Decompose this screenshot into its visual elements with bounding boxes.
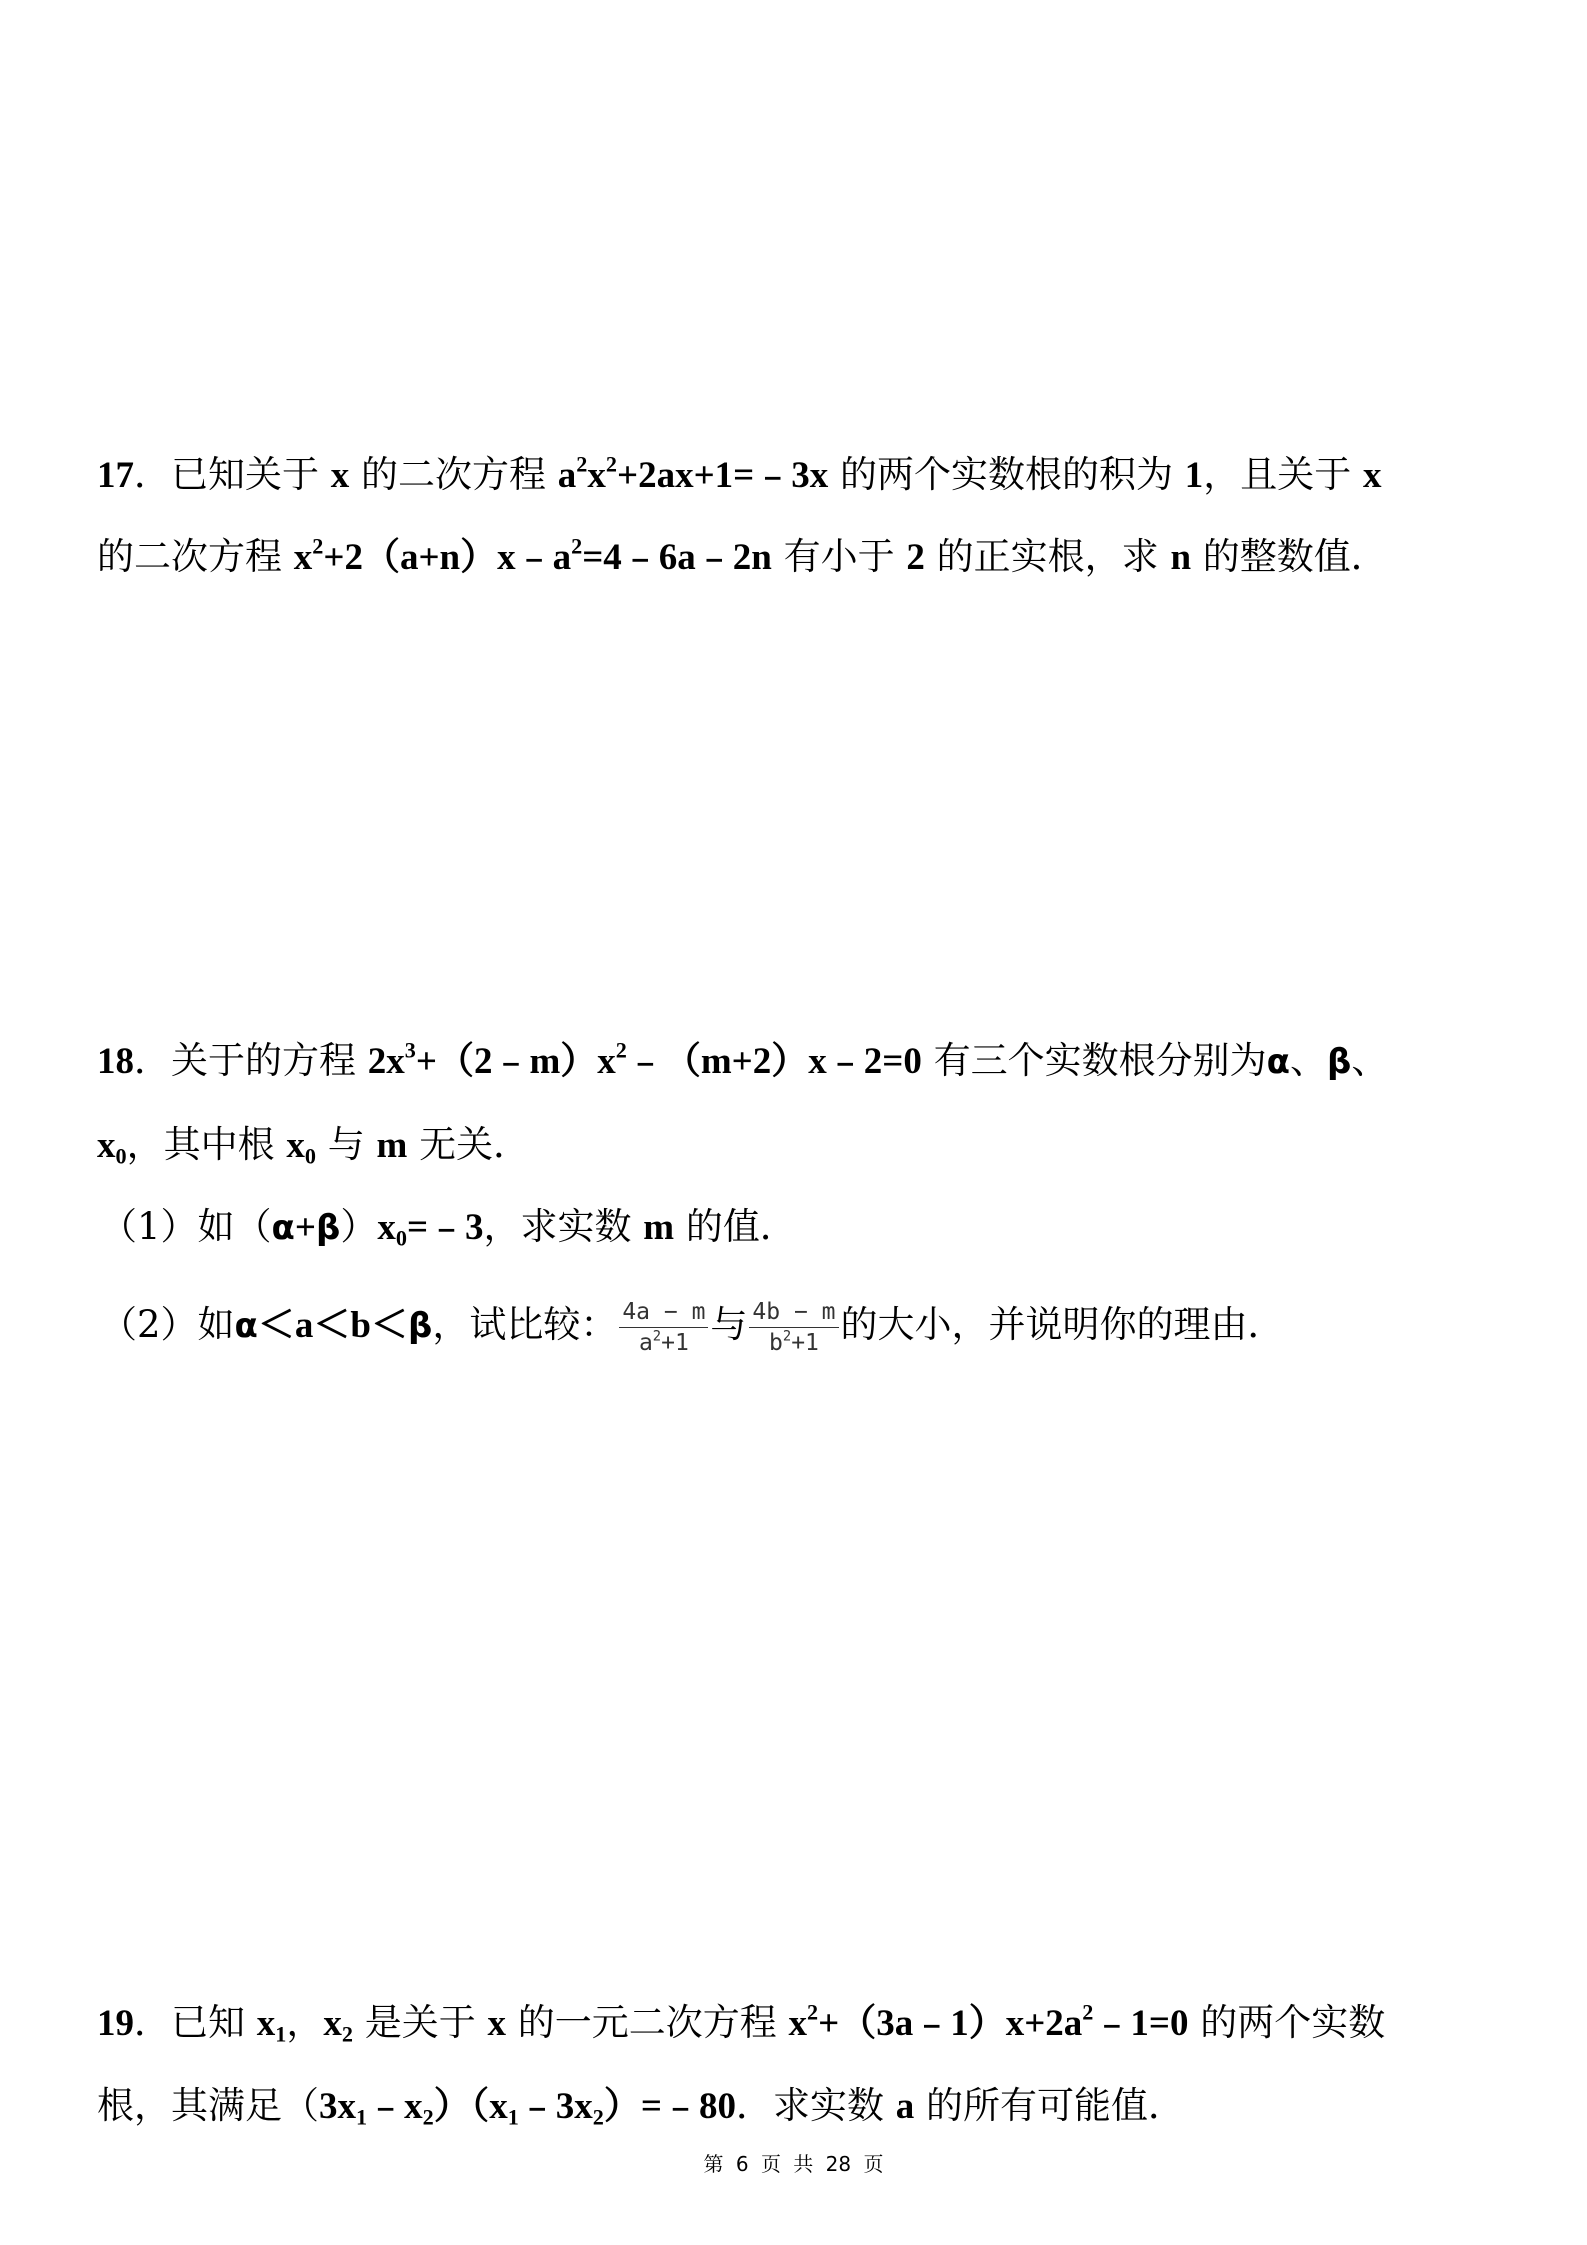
q19-condition: $3x_1﹣x_2)(x_1﹣3x_2)=﹣80$ (319, 2086, 736, 2130)
q17-line-1: 17．已知关于 x 的二次方程 $a^2x^2+2ax+1=﹣3x$ 的两个实数根的积为 1，且关于 x (97, 451, 1382, 496)
q17-equation-2: $x^2+2(a+n)x﹣a^2=4﹣6a﹣2n$ (293, 533, 772, 578)
q18-equation: $2x^3+(2﹣m)x^2﹣(m+2)x﹣2=0$ (367, 1037, 922, 1082)
fraction-1: $\frac{4a - m}{a^2+1}$ (619, 1297, 708, 1358)
q17-line-2: 的二次方程 $x^2+2(a+n)x﹣a^2=4﹣6a﹣2n$ 有小于 2 的正实根，求 n 的整数值． (97, 533, 1388, 578)
q18-line-2: $x_0$，其中根 $x_0$ 与 m 无关． (97, 1123, 531, 1169)
q17-number: 17 (97, 455, 134, 496)
q18-part-2: （2）如α＜a＜b＜β，试比较： $\frac{4a - m}{a^2+1}$ 与 $\frac{4b - m}{b^2+1}$ 的大小，并说明你的理由． (100, 1299, 1285, 1356)
q19-equation: $x^2+(3a﹣1)x+2a^2﹣1=0$ (788, 1999, 1189, 2044)
q18-number: 18 (97, 1041, 134, 1082)
q19-line-1: 19．已知 $x_1$，$x_2$ 是关于 x 的一元二次方程 $x^2+(3a﹣1)x+2a^2﹣1=0$ 的两个实数 (97, 1999, 1386, 2047)
q18-line-1: 18．关于的方程 $2x^3+(2﹣m)x^2﹣(m+2)x﹣2=0$ 有三个实数根分别为α、β、 (97, 1037, 1389, 1082)
fraction-2: $\frac{4b - m}{b^2+1}$ (749, 1297, 838, 1358)
q19-line-2: 根，其满足$(3x_1﹣x_2)(x_1﹣3x_2)=﹣80$．求实数 a 的所有可能值． (97, 2084, 1185, 2130)
q17-equation-1: $a^2x^2+2ax+1=﹣3x$ (557, 451, 829, 496)
q18-part-1: （1）如$(\alpha+\beta)x_0=﹣3$，求实数 m 的值． (100, 1205, 797, 1251)
page-footer: 第 6 页 共 28 页 (703, 2152, 884, 2176)
q19-number: 19 (97, 2003, 134, 2044)
